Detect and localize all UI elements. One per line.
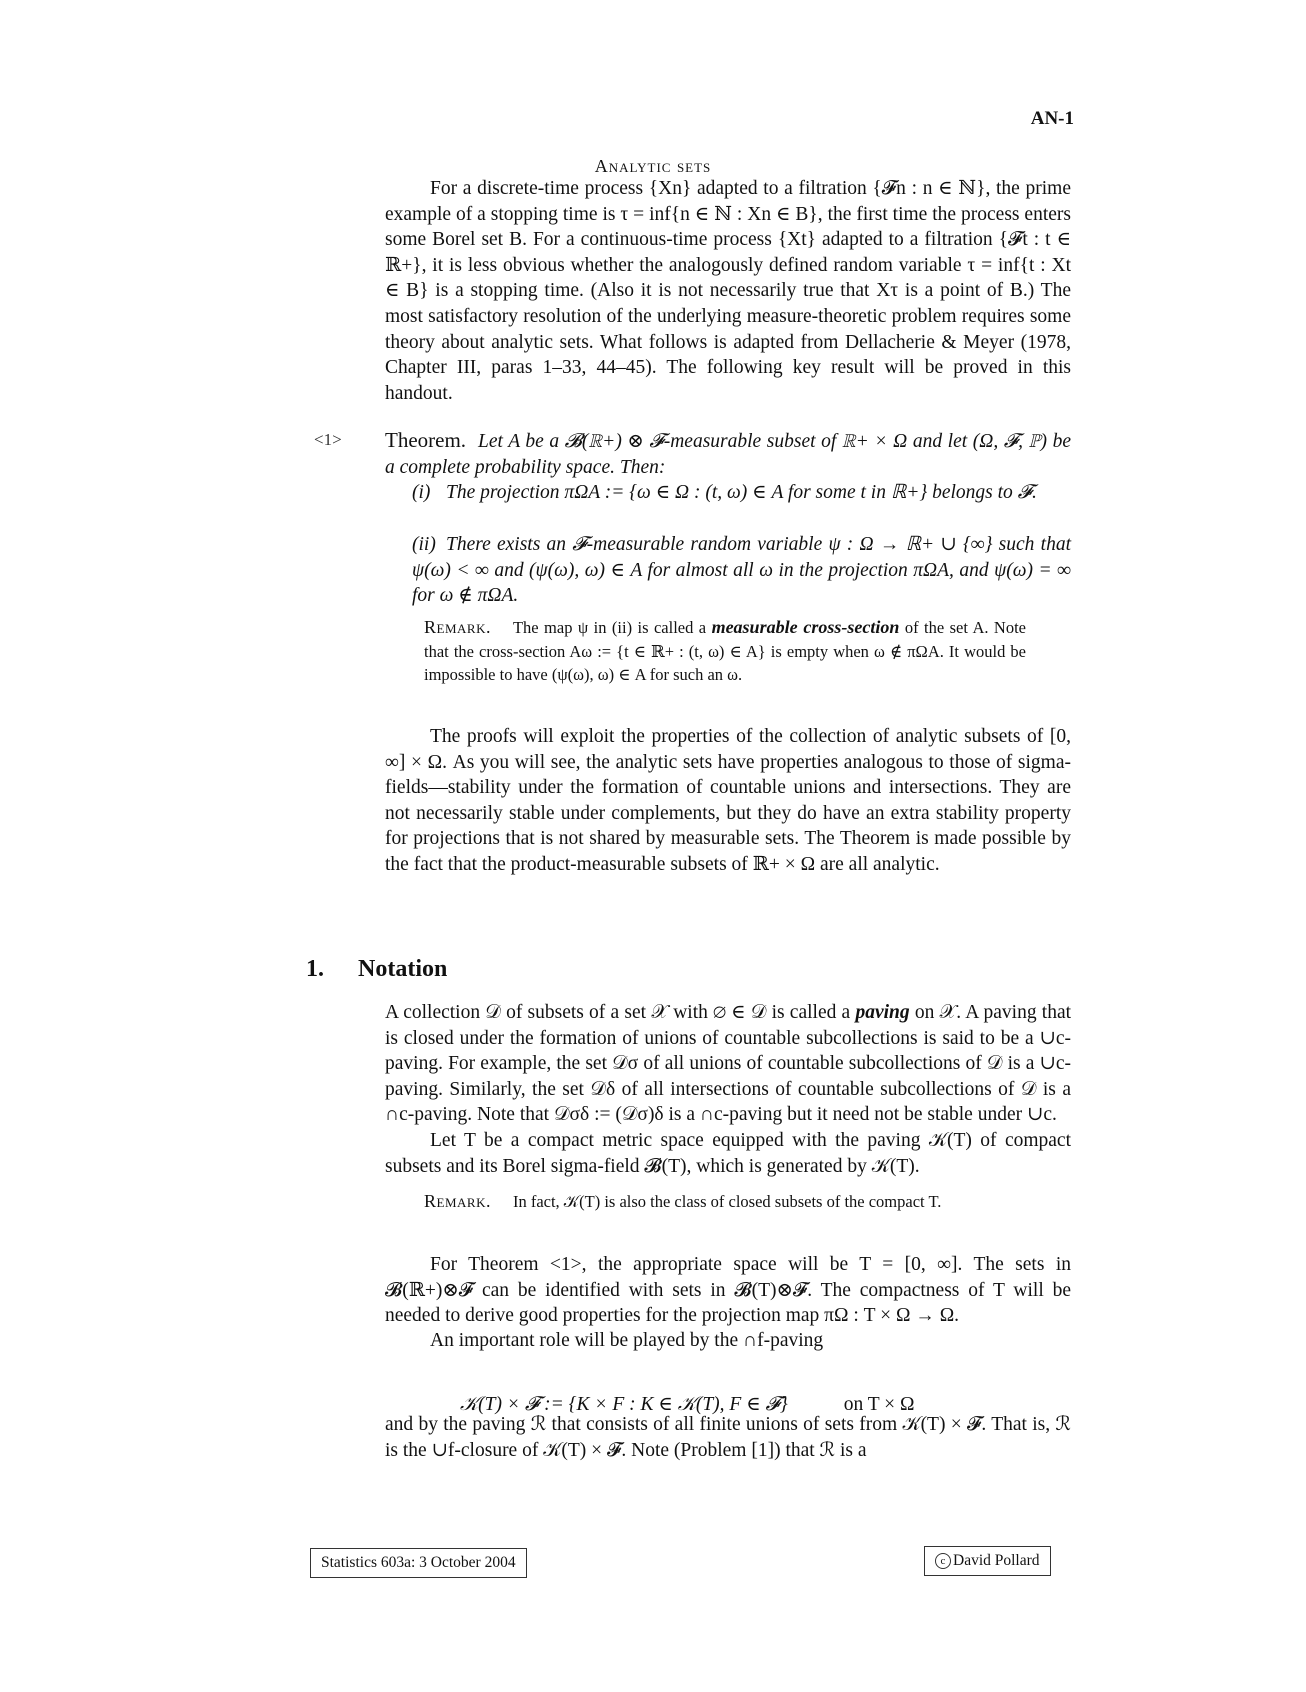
section-number: 1. [306,956,324,982]
footer-course-date: Statistics 603a: 3 October 2004 [310,1548,527,1578]
remark-text-pre: The map ψ in (ii) is called a [512,618,707,637]
remark2-heading: Remark. [424,1191,491,1211]
footer-author: David Pollard [953,1552,1040,1569]
theorem-statement [385,428,1071,480]
theorem-item-i [412,480,1071,506]
remark-text-post: of the set A. Note that the cross-section Aω := {t ∈ ℝ+ : (t, ω) ∈ A} is empty when ω ∉ πΩA. It would be impossible to have (ψ(ω), ω) ∈ A for such an ω. [424,618,1026,684]
remark-bold-term: measurable cross-section [711,617,900,637]
item-i-text: The projection πΩA := {ω ∈ Ω : (t, ω) ∈ A for some t in ℝ+} belongs to 𝓕. [446,482,1037,503]
theorem-text: Let A be a 𝓑(ℝ+) ⊗ 𝓕-measurable subset of ℝ+ × Ω and let (Ω, 𝓕, ℙ) be a complete probability space. Then: [385,431,1071,478]
remark-heading: Remark. [424,617,491,637]
theorem-heading: Theorem. [385,428,467,452]
formula-domain: on T × Ω [843,1394,915,1415]
copyright-icon: c [935,1553,951,1569]
role-paragraph: An important role will be played by the ∩f-paving [430,1330,824,1351]
theorem-item-ii [412,532,1071,609]
remark2-text: In fact, 𝒦(T) is also the class of closed subsets of the compact T. [512,1192,942,1211]
compact-space-paragraph: Let T be a compact metric space equipped with the paving 𝒦(T) of compact subsets and its Borel sigma-field 𝓑(T), which is generated by 𝒦(T). [385,1130,1071,1177]
section-heading [306,956,447,983]
theorem-space-paragraph: For Theorem <1>, the appropriate space will be T = [0, ∞]. The sets in 𝓑(ℝ+)⊗𝓕 can be identified with sets in 𝓑(T)⊗𝓕. The compactness of T will be needed to derive good properties for the projection map πΩ : T × Ω → Ω. [385,1254,1071,1327]
notation-text-pre: A collection 𝒟 of subsets of a set 𝒳 with ∅ ∈ 𝒟 is called a [385,1002,851,1023]
paving-term: paving [855,1002,910,1023]
formula-text: 𝒦(T) × 𝓕 := {K × F : K ∈ 𝒦(T), F ∈ 𝓕} [460,1394,788,1415]
document-title: Analytic sets [594,156,712,176]
intro-paragraph: For a discrete-time process {Xn} adapted to a filtration {𝓕n : n ∈ ℕ}, the prime example of a stopping time is τ = inf{n ∈ ℕ : Xn ∈ B}, the first time the process enters some Borel set B. For a continuous-time process {Xt} adapted to a filtration {𝓕t : t ∈ ℝ+}, it is less obvious whether the analogously defined random variable τ = inf{t : Xt ∈ B} is a stopping time. (Also it is not necessarily true that Xτ is a point of B.) The most satisfactory resolution of the underlying measure-theoretic problem requires some theory about analytic sets. What follows is adapted from Dellacherie & Meyer (1978, Chapter III, paras 1–33, 44–45). The following key result will be proved in this handout. [385,178,1071,404]
notation-paragraph [385,1000,1071,1128]
remark-closed-subsets [424,1190,1026,1214]
remark-cross-section [424,616,1026,687]
item-i-label: (i) [412,482,431,503]
item-ii-label: (ii) [412,534,436,555]
page-id: AN-1 [1030,108,1074,129]
theorem-label: <1> [314,430,342,449]
proofs-paragraph: The proofs will exploit the properties of the collection of analytic subsets of [0, ∞] × Ω. As you will see, the analytic sets have properties analogous to those of sigma-fields—stability under the formation of countable unions and intersections. They are not necessarily stable under complements, but they do have an extra stability property for projections that is not shared by measurable sets. The Theorem is made possible by the fact that the product-measurable subsets of ℝ+ × Ω are all analytic. [385,726,1071,875]
notation-text-post: on 𝒳. A paving that is closed under the formation of unions of countable subcollections is said to be a ∪c-paving. For example, the set 𝒟σ of all unions of countable subcollections of 𝒟 is a ∪c-paving. Similarly, the set 𝒟δ of all intersections of countable subcollections of 𝒟 is a ∩c-paving. Note that 𝒟σδ := (𝒟σ)δ is a ∩c-paving but it need not be stable under ∪c. [385,1002,1072,1126]
item-ii-text: There exists an 𝓕-measurable random variable ψ : Ω → ℝ+ ∪ {∞} such that ψ(ω) < ∞ and (ψ(ω), ω) ∈ A for almost all ω in the projection πΩA, and ψ(ω) = ∞ for ω ∉ πΩA. [412,534,1071,607]
final-paragraph: and by the paving ℛ that consists of all finite unions of sets from 𝒦(T) × 𝓕. That is, ℛ is the ∪f-closure of 𝒦(T) × 𝓕. Note (Problem [1]) that ℛ is a [385,1414,1071,1461]
footer-copyright [924,1546,1051,1576]
section-title: Notation [358,956,448,982]
